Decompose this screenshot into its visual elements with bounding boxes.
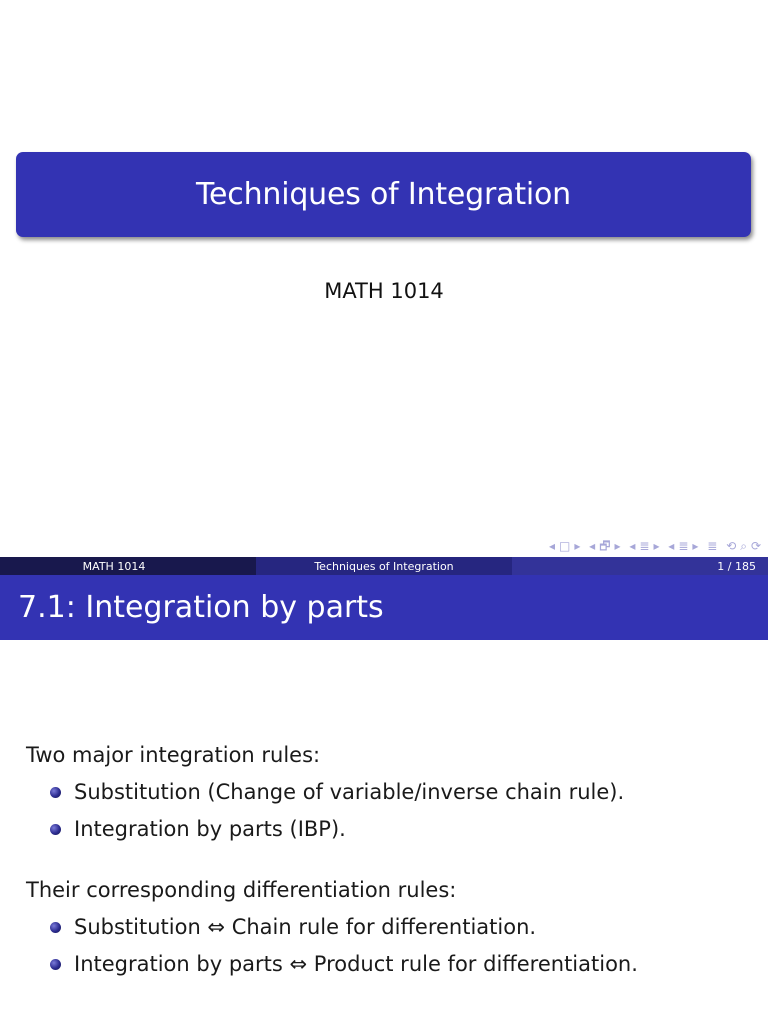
nav-back-icon[interactable]: ⟲ bbox=[726, 539, 738, 553]
list-item bbox=[26, 814, 746, 844]
nav-search-icon[interactable]: ⌕ bbox=[740, 539, 748, 553]
integration-rules-list bbox=[26, 777, 746, 844]
list-item bbox=[26, 949, 746, 979]
nav-section-icon[interactable]: ≣ bbox=[678, 539, 690, 553]
bullet-icon bbox=[50, 824, 61, 835]
nav-slide-icon[interactable]: □ bbox=[558, 539, 572, 553]
list-item-text: Substitution (Change of variable/inverse chain rule). bbox=[74, 780, 625, 804]
footer-title: Techniques of Integration bbox=[256, 557, 512, 575]
nav-forward-icon[interactable]: ⟳ bbox=[750, 539, 762, 553]
beamer-navigation[interactable] bbox=[546, 537, 762, 558]
course-subtitle: MATH 1014 bbox=[324, 279, 444, 303]
slide-footer bbox=[0, 557, 768, 575]
nav-next-frame-icon[interactable]: ▸ bbox=[614, 539, 622, 553]
nav-next-section-icon[interactable]: ▸ bbox=[692, 539, 700, 553]
list-item-text: Substitution ⇔ Chain rule for differentiation. bbox=[74, 915, 537, 939]
presentation-title: Techniques of Integration bbox=[196, 177, 571, 212]
nav-frame-icon[interactable]: 🗗 bbox=[599, 539, 612, 553]
bullet-icon bbox=[50, 787, 61, 798]
list-item bbox=[26, 777, 746, 807]
list-item bbox=[26, 912, 746, 942]
footer-course: MATH 1014 bbox=[0, 557, 256, 575]
nav-subsection-icon[interactable]: ≣ bbox=[639, 539, 651, 553]
bullet-icon bbox=[50, 922, 61, 933]
nav-next-slide-icon[interactable]: ▸ bbox=[574, 539, 582, 553]
slide-body bbox=[26, 740, 746, 986]
nav-prev-frame-icon[interactable]: ◂ bbox=[589, 539, 597, 553]
spacer bbox=[26, 851, 746, 875]
nav-prev-slide-icon[interactable]: ◂ bbox=[548, 539, 556, 553]
nav-toc-icon[interactable]: ≣ bbox=[707, 539, 719, 553]
nav-prev-section-icon[interactable]: ◂ bbox=[668, 539, 676, 553]
differentiation-paragraph: Their corresponding differentiation rules: bbox=[26, 878, 457, 902]
list-item-text: Integration by parts (IBP). bbox=[74, 817, 346, 841]
footer-page-number: 1 / 185 bbox=[512, 557, 768, 575]
differentiation-rules-list bbox=[26, 912, 746, 979]
title-box bbox=[16, 152, 751, 237]
nav-next-subsection-icon[interactable]: ▸ bbox=[653, 539, 661, 553]
nav-prev-subsection-icon[interactable]: ◂ bbox=[629, 539, 637, 553]
frame-title: 7.1: Integration by parts bbox=[18, 590, 384, 625]
list-item-text: Integration by parts ⇔ Product rule for differentiation. bbox=[74, 952, 638, 976]
bullet-icon bbox=[50, 959, 61, 970]
frame-title-bar bbox=[0, 575, 768, 640]
intro-paragraph: Two major integration rules: bbox=[26, 743, 321, 767]
